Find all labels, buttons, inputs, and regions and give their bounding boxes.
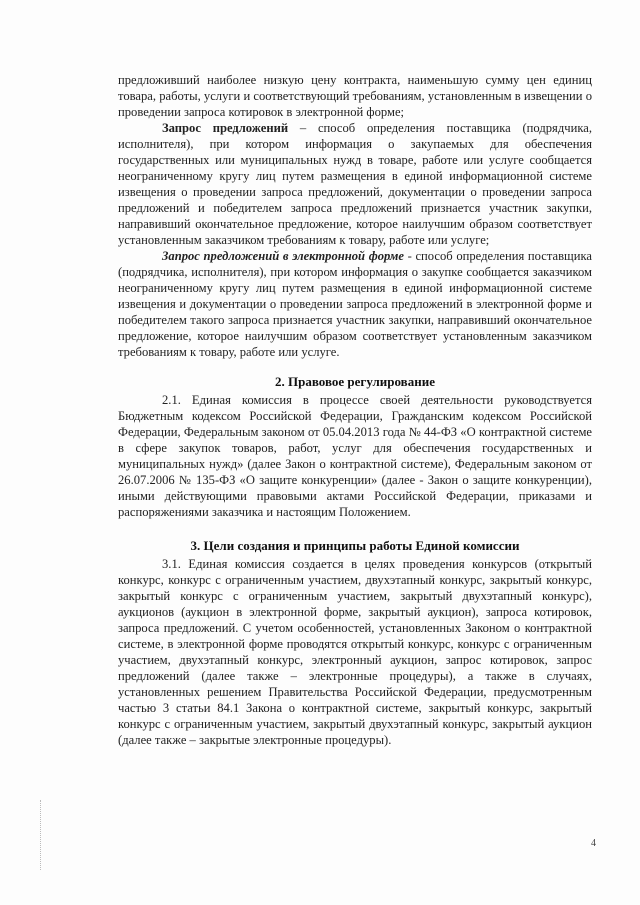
definition-text: - способ определения поставщика (подрядчика, исполнителя), при котором информация о закупке сообщается заказчиком неограниченному кругу лиц путем размещения в единой информационной системе извещения и документации о проведении запроса предложений в электронной форме и победителем такого запроса признается участник закупки, направивший окончательное предложение, которое наилучшим образом соответствует установленным заказчиком требованиям к товару, работе или услуге. xyxy=(118,249,592,359)
scan-margin-mark xyxy=(40,800,42,870)
section-heading-legal: 2. Правовое регулирование xyxy=(275,374,435,389)
term-request-proposals-electronic: Запрос предложений в электронной форме xyxy=(162,249,404,263)
definition-text: – способ определения поставщика (подрядчика, исполнителя), при котором информация о закупаемых для обеспечения государственных или муниципальных нужд в товаре, работе или услуге сообщается неограниченному кругу лиц путем размещения в единой информационной системе извещения о проведении запроса предложений, документации о проведении запроса предложений и победителем запроса предложений признается участник закупки, направивший окончательное предложение, которое наилучшим образом соответствует установленным заказчиком требованиям к товару, работе или услуге; xyxy=(118,121,592,247)
document-body xyxy=(118,72,592,748)
section-paragraph-2-1: 2.1. Единая комиссия в процессе своей деятельности руководствуется Бюджетным кодексом Российской Федерации, Гражданским кодексом Российской Федерации, Федеральным законом от 05.04.2013 года № 44-ФЗ «О контрактной системе в сфере закупок товаров, работ, услуг для обеспечения государственных и муниципальных нужд» (далее Закон о контрактной системе), Федеральным законом от 26.07.2006 № 135-ФЗ «О защите конкуренции» (далее - Закон о защите конкуренции), иными действующими правовыми актами Российской Федерации, приказами и распоряжениями заказчика и настоящим Положением. xyxy=(118,393,592,519)
definition-request-proposals-electronic xyxy=(118,248,592,360)
definition-request-proposals xyxy=(118,120,592,248)
term-request-proposals: Запрос предложений xyxy=(162,121,289,135)
paragraph-continuation: предложивший наиболее низкую цену контракта, наименьшую сумму цен единиц товара, работы, услуги и соответствующий требованиям, установленным в извещении о проведении запроса котировок в электронной форме; xyxy=(118,73,592,119)
page-number: 4 xyxy=(591,838,596,849)
section-heading-goals: 3. Цели создания и принципы работы Единой комиссии xyxy=(190,538,520,553)
section-paragraph-3-1: 3.1. Единая комиссия создается в целях проведения конкурсов (открытый конкурс, конкурс с ограниченным участием, двухэтапный конкурс, закрытый конкурс, закрытый конкурс с ограниченным участием, закрытый двухэтапный конкурс), аукционов (аукцион в электронной форме, закрытый аукцион), запроса котировок, запроса предложений. С учетом особенностей, установленных Законом о контрактной системе, в электронной форме проводятся открытый конкурс, конкурс с ограниченным участием, двухэтапный конкурс, электронный аукцион, запрос котировок, запрос предложений (далее также – электронные процедуры), а также в случаях, установленных решением Правительства Российской Федерации, предусмотренным частью 3 статьи 84.1 Закона о контрактной системе, закрытый конкурс, закрытый конкурс с ограниченным участием, закрытый двухэтапный конкурс, закрытый аукцион (далее также – закрытые электронные процедуры). xyxy=(118,557,592,747)
